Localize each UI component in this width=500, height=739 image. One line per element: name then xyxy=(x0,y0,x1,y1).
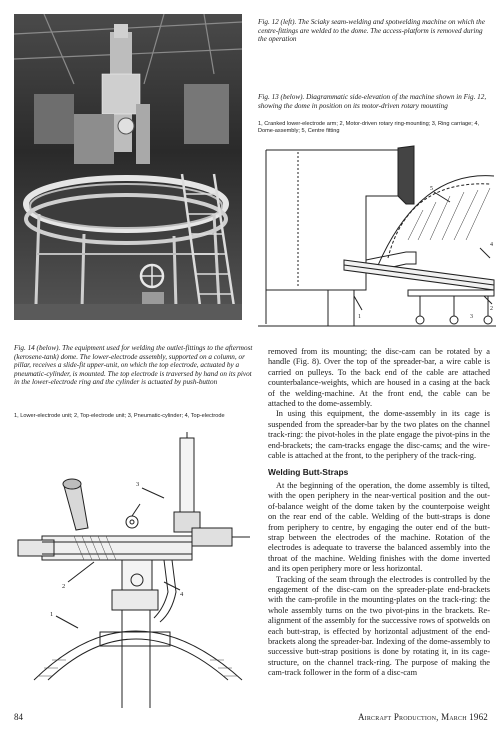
fig13-caption: Fig. 13 (below). Diagrammatic side-elevation of the machine shown in Fig. 12, showing the dome in position on its motor-driven rotary mounting xyxy=(258,93,487,110)
section-heading: Welding Butt-Straps xyxy=(268,467,349,478)
fig13-label-1: 1 xyxy=(358,314,361,320)
article-body xyxy=(268,347,490,679)
fig14-label-4: 4 xyxy=(180,591,184,598)
body-paragraph: removed from its mounting; the disc-cam can be rotated by a handle (Fig. 8). Over the top of the spreader-bar, a wire cable is carried on pulleys. To the back end of the cable are attached counterbalance-weights, which are housed in a casing at the back of the welding-machine. At the front end, the cable can be attached to the dome-assembly. xyxy=(268,347,490,409)
fig13-label-5: 5 xyxy=(430,186,433,192)
fig14-label-2: 2 xyxy=(62,583,66,590)
fig13-legend: 1, Cranked lower-electrode arm; 2, Motor-driven rotary ring-mounting; 3, Ring carriage; 4, Dome-assembly; 5, Centre fitting xyxy=(258,121,480,134)
fig14-diagram xyxy=(14,432,254,708)
fig14-label-3: 3 xyxy=(136,481,140,488)
fig13-label-3: 3 xyxy=(470,314,473,320)
fig13-diagram xyxy=(258,140,496,330)
page-number: 84 xyxy=(14,712,23,722)
body-paragraph: At the beginning of the operation, the dome assembly is tilted, with the open periphery in the near-vertical position and the out-of-balance weight of the dome taken by the counterpoise weight on the rear end of the cable. Welding of the butt-straps is done from periphery to centre, by engaging the outer end of the butt-strap between the electrodes of the machine. Rotation of the electrodes is adequate to traverse the balanced assembly into the throat of the machine. Welding finishes with the dome inverted and its open periphery more or less horizontal. xyxy=(268,480,490,574)
fig13-label-4: 4 xyxy=(490,242,493,248)
body-paragraph: In using this equipment, the dome-assembly in its cage is suspended from the spreader-bar by the two plates on the channel track-ring: the pivot-holes in the plate engage the pivot-pins in the end-brackets; the cam-tracks engage the disc-cams; and the wire-cable is attached at the front, to the periphery of the track-ring. xyxy=(268,409,490,461)
fig14-caption: Fig. 14 (below). The equipment used for welding the outlet-fittings to the aftermost (kerosene-tank) dome. The lower-electrode assembly, supported on a column, or pillar, receives a slide-fit upper-unit, on which the top electrode, actuated by a pneumatic-cylinder, is mounted. The top electrode is traversed by hand on its pivot in the lower-electrode ring and the cylinder is actuated by push-button xyxy=(14,344,253,387)
fig14-label-1: 1 xyxy=(50,611,54,618)
journal-footer: Aircraft Production, March 1962 xyxy=(357,712,488,722)
fig12-caption: Fig. 12 (left). The Sciaky seam-welding and spotwelding machine on which the centre-fittings are welded to the dome. The access-platform is removed during the operation xyxy=(258,18,485,44)
fig12-photo xyxy=(14,14,242,320)
fig14-legend: 1, Lower-electrode unit; 2, Top-electrode unit; 3, Pneumatic-cylinder; 4, Top-electrode xyxy=(14,413,225,419)
fig13-label-2: 2 xyxy=(490,306,493,312)
body-paragraph: Tracking of the seam through the electrodes is controlled by the engagement of the disc-cam on the spreader-plate end-brackets with the cam-profile in the mounting-plates on the track-ring: the whole assembly turns on the two pivot-pins in the brackets. Re-alignment of the assembly for the successive rows of spotwelds on each butt-strap, is effected by horizontal adjustment of the end-brackets along the spreader-bar. Indexing of the dome-assembly to successive butt-strap positions is done by rotating it, in its cage-structure, on the channel track-ring. The purpose of making the cam-track follower in the form of a disc-cam xyxy=(268,574,490,678)
